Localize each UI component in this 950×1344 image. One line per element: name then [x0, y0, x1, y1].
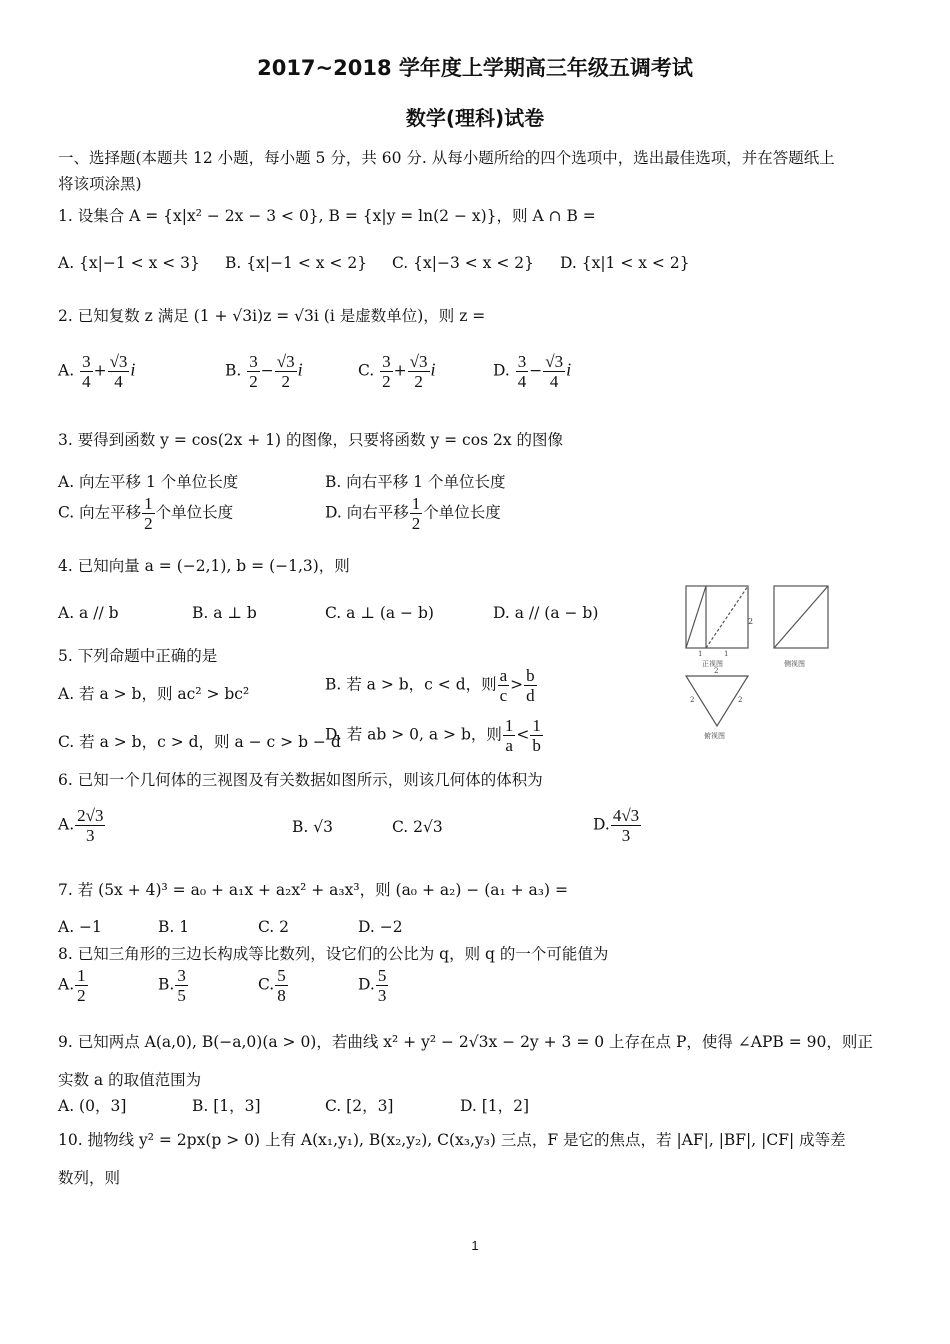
q2-d-label: D.: [493, 361, 510, 380]
q6-option-d: D. $\frac{4√3}{3}$: [593, 806, 640, 845]
q2-a-frac2: $\frac{√3}{4}$: [109, 352, 128, 391]
q4-option-d: D. a // (a − b): [493, 604, 599, 622]
q1-option-a: A. {x|−1 < x < 3}: [58, 254, 200, 272]
q2-a-frac1: $\frac{3}{4}$: [82, 352, 91, 391]
q6-a-frac: $\frac{2√3}{3}$: [77, 806, 104, 845]
page-number: 1: [471, 1238, 479, 1253]
q8-a-frac: $\frac{1}{2}$: [77, 966, 86, 1005]
front-dim2-label: 1: [724, 650, 729, 658]
side-view: [774, 586, 828, 648]
q5-d-frac1: $\frac{1}{a}$: [504, 716, 514, 755]
front-view: [686, 586, 748, 648]
q7-option-b: B. 1: [158, 918, 190, 936]
top-side-label-2: 2: [690, 696, 695, 704]
front-dim1-label: 1: [698, 650, 703, 658]
q7-option-d: D. −2: [358, 918, 403, 936]
side-view-label: 侧视图: [784, 660, 805, 668]
q9-option-d: D. [1，2]: [460, 1097, 530, 1115]
question-10-text-line1: 10. 抛物线 y² = 2px(p > 0) 上有 A(x₁,y₁), B(x₂,y₂), C(x₃,y₃) 三点，F 是它的焦点，若 |AF|, |BF|, |CF| 成等差: [58, 1131, 846, 1149]
q5-option-d: D. 若 ab > 0, a > b，则 $\frac{1}{a}$ < $\frac{1}{b}$: [325, 716, 541, 755]
q8-c-frac: $\frac{5}{8}$: [277, 966, 286, 1005]
q3-d-half: $\frac{1}{2}$: [411, 494, 421, 533]
q5-b-frac1: $\frac{a}{c}$: [499, 666, 508, 705]
section-instructions-line2: 将该项涂黑): [58, 175, 142, 193]
q6-option-b: B. √3: [292, 818, 333, 836]
q2-option-c: C. $\frac{3}{2}$ + $\frac{√3}{2}$ i: [358, 352, 436, 391]
q2-c-label: C.: [358, 361, 375, 380]
q4-option-b: B. a ⊥ b: [192, 604, 257, 622]
q2-b-frac2: $\frac{√3}{2}$: [276, 352, 295, 391]
question-3-text: 3. 要得到函数 y = cos(2x + 1) 的图像，只要将函数 y = cos 2x 的图像: [58, 431, 563, 449]
q9-option-c: C. [2，3]: [325, 1097, 394, 1115]
front-view-label: 正视图: [702, 660, 723, 668]
q2-c-frac2: $\frac{√3}{2}$: [409, 352, 428, 391]
top-view-label: 俯视图: [704, 732, 725, 740]
q2-d-frac2: $\frac{√3}{4}$: [545, 352, 564, 391]
q8-option-b: B. $\frac{3}{5}$: [158, 966, 186, 1005]
question-10-text-line2: 数列，则: [58, 1169, 121, 1187]
q4-option-a: A. a // b: [58, 604, 119, 622]
q7-option-a: A. −1: [58, 918, 102, 936]
question-9-text-line2: 实数 a 的取值范围为: [58, 1071, 202, 1089]
q1-option-b: B. {x|−1 < x < 2}: [225, 254, 368, 272]
top-side-label-3: 2: [738, 696, 743, 704]
q3-option-b: B. 向右平移 1 个单位长度: [325, 473, 506, 491]
q6-option-a: A. $\frac{2√3}{3}$: [58, 806, 104, 845]
section-instructions-line1: 一、选择题(本题共 12 小题，每小题 5 分，共 60 分. 从每小题所给的四个选项中，选出最佳选项，并在答题纸上: [58, 149, 835, 167]
q3-c-half: $\frac{1}{2}$: [144, 494, 153, 533]
q2-option-d: D. $\frac{3}{4}$ − $\frac{√3}{4}$ i: [493, 352, 572, 391]
q3-option-a: A. 向左平移 1 个单位长度: [58, 473, 239, 491]
q7-option-c: C. 2: [258, 918, 290, 936]
q8-option-d: D. $\frac{5}{3}$: [358, 966, 387, 1005]
q2-option-b: B. $\frac{3}{2}$ − $\frac{√3}{2}$ i: [225, 352, 303, 391]
q2-c-frac1: $\frac{3}{2}$: [382, 352, 391, 391]
q9-option-b: B. [1，3]: [192, 1097, 261, 1115]
q3-option-c: C. 向左平移 $\frac{1}{2}$ 个单位长度: [58, 494, 234, 533]
q1-option-c: C. {x|−3 < x < 2}: [392, 254, 534, 272]
question-4-text: 4. 已知向量 a = (−2,1), b = (−1,3)，则: [58, 557, 350, 575]
question-9-text-line1: 9. 已知两点 A(a,0), B(−a,0)(a > 0)，若曲线 x² + y² − 2√3x − 2y + 3 = 0 上存在点 P，使得 ∠APB = 90，则正: [58, 1033, 873, 1051]
q4-option-c: C. a ⊥ (a − b): [325, 604, 434, 622]
question-8-text: 8. 已知三角形的三边长构成等比数列，设它们的公比为 q，则 q 的一个可能值为: [58, 945, 609, 963]
q5-d-frac2: $\frac{1}{b}$: [532, 716, 541, 755]
question-2-text: 2. 已知复数 z 满足 (1 + √3i)z = √3i (i 是虚数单位)，则 z =: [58, 307, 486, 325]
q5-option-c: C. 若 a > b，c > d，则 a − c > b − d: [58, 733, 341, 751]
question-7-text: 7. 若 (5x + 4)³ = a₀ + a₁x + a₂x² + a₃x³，则 (a₀ + a₂) − (a₁ + a₃) =: [58, 881, 568, 899]
q2-b-frac1: $\frac{3}{2}$: [249, 352, 258, 391]
page-title: 2017~2018 学年度上学期高三年级五调考试: [257, 56, 693, 80]
q5-option-b: B. 若 a > b，c < d，则 $\frac{a}{c}$ > $\frac{b}{d}$: [325, 666, 535, 705]
q9-option-a: A. (0，3]: [58, 1097, 127, 1115]
top-side-label-1: 2: [714, 667, 719, 675]
q8-option-a: A. $\frac{1}{2}$: [58, 966, 86, 1005]
q2-option-a: A. $\frac{3}{4}$ + $\frac{√3}{4}$ i: [58, 352, 136, 391]
page-subtitle: 数学(理科)试卷: [405, 106, 545, 130]
question-6-text: 6. 已知一个几何体的三视图及有关数据如图所示，则该几何体的体积为: [58, 771, 543, 789]
q1-option-d: D. {x|1 < x < 2}: [560, 254, 690, 272]
q2-a-label: A.: [58, 361, 75, 380]
q6-d-frac: $\frac{4√3}{3}$: [612, 806, 640, 845]
q8-option-c: C. $\frac{5}{8}$: [258, 966, 286, 1005]
q5-b-frac2: $\frac{b}{d}$: [526, 666, 535, 705]
q6-option-c: C. 2√3: [392, 818, 443, 836]
q3-option-d: D. 向右平移 $\frac{1}{2}$ 个单位长度: [325, 494, 501, 533]
q2-b-label: B.: [225, 361, 242, 380]
question-5-text: 5. 下列命题中正确的是: [58, 647, 218, 665]
question-1-text: 1. 设集合 A = {x|x² − 2x − 3 < 0}, B = {x|y = ln(2 − x)}，则 A ∩ B =: [58, 207, 596, 225]
q8-b-frac: $\frac{3}{5}$: [177, 966, 186, 1005]
q2-d-frac1: $\frac{3}{4}$: [517, 352, 527, 391]
front-height-label: 2: [748, 617, 754, 626]
three-view-figure: [676, 580, 856, 740]
q5-option-a: A. 若 a > b，则 ac² > bc²: [58, 685, 250, 703]
q8-d-frac: $\frac{5}{3}$: [377, 966, 387, 1005]
